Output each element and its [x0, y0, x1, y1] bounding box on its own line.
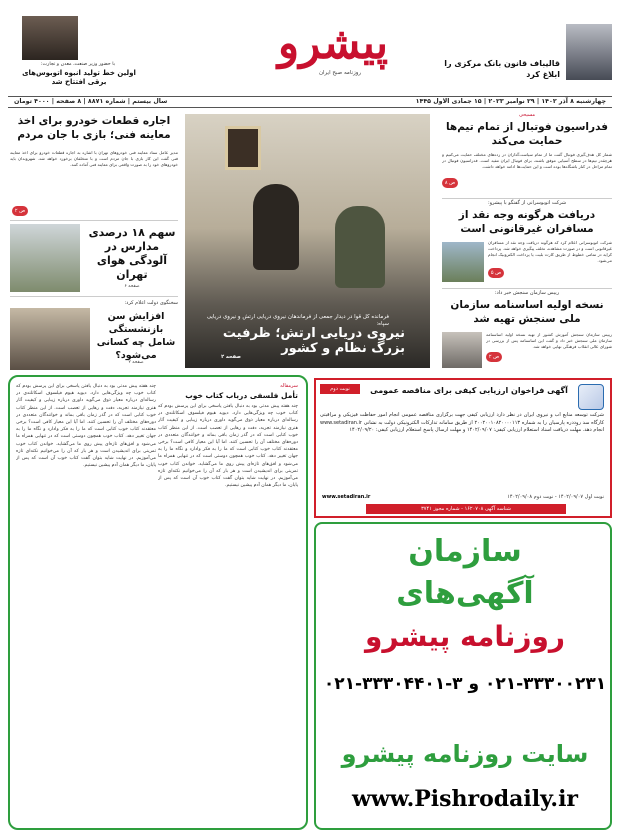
left-item2-page: صفحه ۶ [124, 284, 140, 289]
right-story-1[interactable] [442, 112, 612, 196]
page-badge: ص ۵ [488, 268, 504, 278]
left-item3-title[interactable]: افزایش سن بازنشستگی شامل چه کسانی می‌شود؟ [96, 311, 176, 361]
editorial-box [8, 375, 308, 830]
divider [442, 288, 612, 289]
left-teaser-title[interactable]: اولین خط تولید انبوه اتوبوس‌های برقی افتتاح شد [22, 69, 136, 86]
tender-footer: نوبت اول ۱۴۰۲/۰۹/۰۷ - نوبت دوم ۱۴۰۲/۰۹/۰۸ [507, 494, 604, 500]
ad-site-title: سایت روزنامه پیشرو [341, 740, 589, 768]
page-badge: ص ۲ [12, 206, 28, 216]
ad-box[interactable] [314, 522, 612, 830]
dateline-rule-bottom [8, 107, 612, 108]
teaser-photo-right [566, 24, 612, 80]
ad-line1: سازمان [408, 534, 522, 569]
editorial-body-right: چند هفته پیش مدتی بود به دنبال یافتن پاسخی برای این پرسش بودم که کتاب خوب چه ویژگی‌هایی دارد. دیوید هیوم فیلسوف اسکاتلندی در رساله‌ای درباره معیار ذوق می‌گوید داوری درباره زیبایی و کیفیت آثار هنری نیازمند تجربه، دقت و رهایی از تعصب است. از این منظر کتاب خوب کتابی است که در گذر زمان باقی بماند و خوانندگان متعددی در دوره‌های مختلف آن را تحسین کنند. اما آیا این معیار کافی است؟ برخی معتقدند کتاب خوب کتابی است که ما را به فکر وادارد و نگاه ما را به جهان تغییر دهد. کتاب خوب همچون دوستی است که در تنهایی همراه ما می‌شود و افق‌های تازه‌ای پیش روی ما می‌گشاید. خواندن کتاب خوب تمرینی برای اندیشیدن است و هر بار که آن را می‌خوانیم نکته‌ای تازه می‌آموزیم. در نهایت شاید بتوان گفت کتاب خوب آن است که پس از پایان، ما دیگر همان آدم پیشین نیستیم. [158, 404, 298, 489]
tender-label: نوبت دوم [320, 384, 360, 394]
story-title: نسخه اولیه اساسنامه سازمان ملی سنجش تهیه شد [450, 299, 604, 325]
portrait-frame [225, 126, 261, 170]
left-teaser-kicker: با حضور وزیر صنعت، معدن و تجارت: [40, 62, 116, 67]
left-item2-title[interactable]: سهم ۱۸ درصدی مدارس در آلودگی هوای تهران [88, 226, 176, 281]
divider [10, 296, 178, 297]
tender-notice[interactable] [314, 378, 612, 518]
story-kicker: رییس سازمان سنجش خبر داد: [494, 290, 560, 296]
center-title: نیروی دریایی ارتش؛ ظرفیت بزرگ نظام و کشور [222, 326, 405, 356]
tender-logo [578, 384, 604, 410]
story-title: فدراسیون فوتبال از تمام تیم‌ها حمایت می‌کند [445, 121, 609, 147]
right-story-3[interactable] [442, 290, 612, 370]
left-lead-title[interactable]: اجاره قطعات خودرو برای اخذ معاینه فنی؛ بازی با جان مردم [17, 115, 171, 141]
story-body: شمار کل هدف‌گیری فوتبال گفت ما از تمام سیاست‌گذاران در رده‌های مختلف حمایت می‌کنیم و هرچقدر تیم‌ها در سطح آسیایی موفق باشند، برای فوتبال ایران مفید است. فدراسیون فوتبال در تمام مراحل در کنار باشگاه‌ها بوده است و این حمایت‌ها ادامه خواهد داشت. [442, 152, 612, 169]
story-body: رییس سازمان سنجش آموزش کشور از تهیه نسخه اولیه اساسنامه سازمان ملی سنجش خبر داد و گفت این اساسنامه پس از بررسی در شورای عالی انقلاب فرهنگی نهایی خواهد شد. [486, 332, 612, 349]
left-lead-body: مدیر عامل ستاد معاینه فنی خودروهای تهران با اشاره به اجاره قطعات خودرو برای اخذ معاینه فنی گفت این کار بازی با جان مردم است و با متخلفان برخورد خواهد شد. شهروندان باید خودروهای خود را به صورت واقعی برای معاینه فنی آماده کنند. [10, 150, 178, 167]
ad-line2: آگهی‌های [396, 576, 534, 611]
commander-figure [335, 206, 385, 288]
right-column [442, 112, 612, 370]
dateline: چهارشنبه ۸ آذر ۱۴۰۲ | ۲۹ نوامبر ۲۰۲۳ | ۱۵ جمادی الاول ۱۴۴۵ [415, 98, 606, 105]
center-kicker: فرمانده کل قوا در دیدار جمعی از فرماندهان نیروی دریایی ارتش و نیروی دریایی سپاه: [206, 314, 389, 327]
right-story-2[interactable] [442, 200, 612, 286]
left-column [10, 114, 178, 370]
ad-line3: روزنامه پیشرو [365, 620, 565, 653]
tender-ref: شناسه آگهی ۱۶۲۰۷۰۸ - شماره مجوز ۳۷۴۱ [366, 504, 566, 514]
teaser-photo-left [22, 16, 78, 60]
leader-figure [253, 184, 299, 270]
issue-line: سال بیستم | شماره ۸۸۷۱ | ۸ صفحه | ۴۰۰۰ تومان [14, 98, 168, 105]
dateline-rule-top [8, 96, 612, 97]
official-photo [442, 332, 482, 368]
tender-body: شرکت توسعه منابع آب و نیروی ایران در نظر دارد ارزیابی کیفی جهت برگزاری مناقصه عمومی انجام امور حفاظت فیزیکی و مراقبتی کارگاه سد روددره پارسیان را به شماره ۲۰۰۲۰۰۱۰۸۲۰۰۰۰۱۱۳ از طریق سامانه تدارکات الکترونیکی دولت به نشانی www.setadiran.ir انجام دهد. مهلت دریافت اسناد استعلام ارزیابی کیفی: ۱۴۰۲/۰۹/۰۷ و مهلت ارسال پاسخ استعلام ارزیابی کیفی: ۱۴۰۲/۰۹/۲۰ [320, 412, 604, 433]
masthead-logo: پیشرو [277, 18, 389, 69]
masthead [0, 0, 620, 110]
center-story[interactable] [185, 114, 430, 368]
center-page: صفحه ۲ [221, 354, 241, 360]
story-kicker: مسیحی [518, 112, 536, 118]
divider [442, 198, 612, 199]
story-title: دریافت هرگونه وجه نقد از مسافران غیرقانونی است [458, 209, 596, 235]
page-badge: ص ۸ [442, 178, 458, 188]
tender-title: آگهی فراخوان ارزیابی کیفی برای مناقصه عمومی [370, 386, 568, 395]
editorial-body-left: چند هفته پیش مدتی بود به دنبال یافتن پاسخی برای این پرسش بودم که کتاب خوب چه ویژگی‌هایی دارد. دیوید هیوم فیلسوف اسکاتلندی در رساله‌ای درباره معیار ذوق می‌گوید داوری درباره زیبایی و کیفیت آثار هنری نیازمند تجربه، دقت و رهایی از تعصب است. از این منظر کتاب خوب کتابی است که در گذر زمان باقی بماند و خوانندگان متعددی در دوره‌های مختلف آن را تحسین کنند. اما آیا این معیار کافی است؟ برخی معتقدند کتاب خوب کتابی است که ما را به فکر وادارد و نگاه ما را به جهان تغییر دهد. کتاب خوب همچون دوستی است که در تنهایی همراه ما می‌شود و افق‌های تازه‌ای پیش روی ما می‌گشاید. خواندن کتاب خوب تمرینی برای اندیشیدن است و هر بار که آن را می‌خوانیم نکته‌ای تازه می‌آموزیم. در نهایت شاید بتوان گفت کتاب خوب آن است که پس از پایان، ما دیگر همان آدم پیشین نیستیم. [16, 384, 156, 469]
left-item3-page: صفحه ۲ [128, 360, 144, 365]
divider [10, 220, 178, 221]
story-kicker: شرکت اتوبوسرانی از گفتگو با پیشرو: [487, 200, 567, 206]
editorial-title[interactable]: تأمل فلسفی درباب کتاب خوب [185, 391, 298, 400]
bus-photo [442, 242, 484, 282]
school-photo [10, 224, 80, 292]
masthead-tagline: روزنامه صبح ایران [318, 70, 362, 76]
left-item3-kicker: سخنگوی دولت اعلام کرد: [124, 300, 178, 306]
ad-url[interactable]: www.Pishrodaily.ir [351, 786, 579, 812]
editorial-kicker: سرمقاله [280, 383, 298, 389]
ad-phones: ۰۲۱-۳۳۳۰۰۲۳۱ و ۳-۳۳۳۰۴۴۰۱-۰۲۱ [323, 674, 607, 694]
page-badge: ص ۲ [486, 352, 502, 362]
right-teaser-title[interactable]: قالیباف قانون بانک مرکزی را ابلاغ کرد [444, 59, 560, 79]
story-body: شرکت اتوبوسرانی اعلام کرد که هرگونه دریافت وجه نقد از مسافران غیرقانونی است و در صورت مشاهده، تخلف پیگیری خواهد شد. پرداخت کرایه در تمامی خطوط از طریق کارت بلیت یا پرداخت الکترونیک انجام می‌شود. [488, 240, 612, 263]
tender-website[interactable]: www.setadiran.ir [322, 494, 371, 500]
elderly-photo [10, 308, 90, 370]
